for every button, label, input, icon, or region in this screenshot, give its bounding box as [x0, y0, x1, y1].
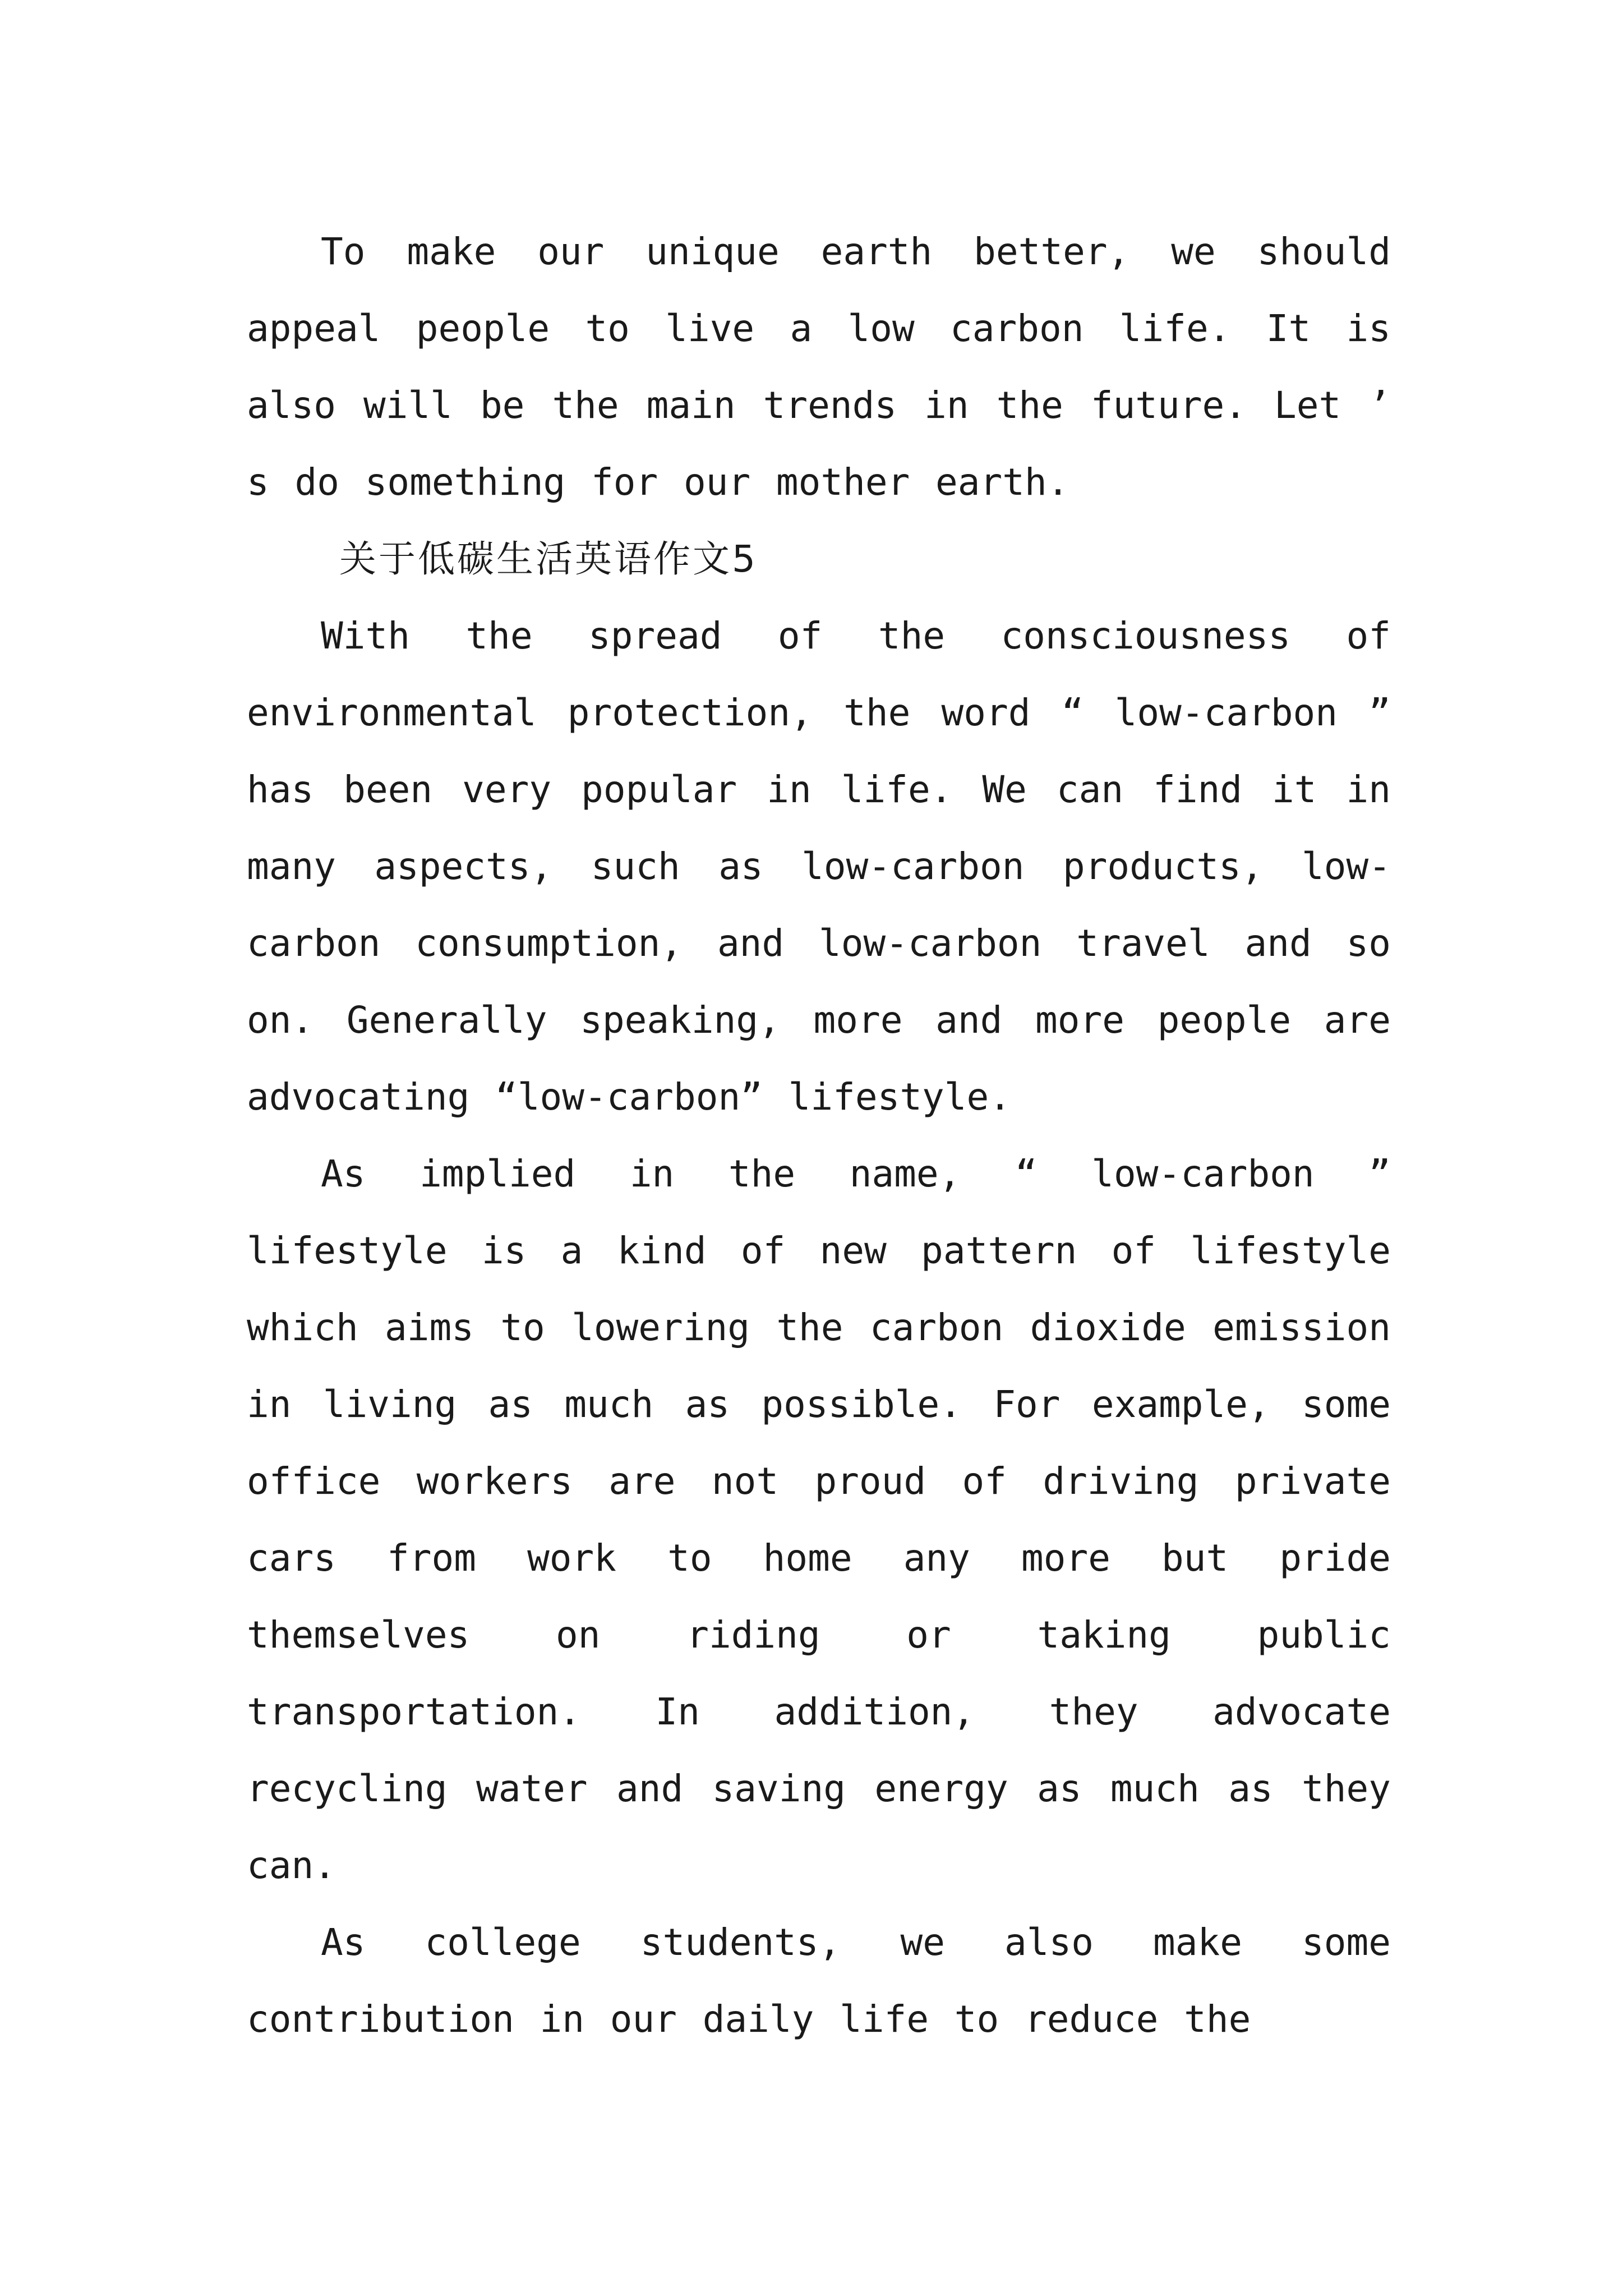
section-heading: 关于低碳生活英语作文5	[339, 537, 758, 581]
paragraph-college-students: As college students, we also make some contribution in our daily life to reduce the	[247, 1921, 1391, 2041]
paragraph-intro-conclusion: To make our unique earth better, we should appeal people to live a low carbon life. It is also will be the main trends in the future. Let ’ s do something for our mother earth.	[247, 230, 1391, 504]
document-body	[247, 213, 1391, 2058]
paragraph-low-carbon-popularity: With the spread of the consciousness of environmental protection, the word “ low-carbon ” has been very popular in life. We can find it in many aspects, such as low-carbon products, low-carbon consumption, and low-carbon travel and so on. Generally speaking, more and more people are advocating “low-carbon” lifestyle.	[247, 614, 1391, 1119]
paragraph-low-carbon-lifestyle: As implied in the name, “ low-carbon ” lifestyle is a kind of new pattern of lifestyle which aims to lowering the carbon dioxide emission in living as much as possible. For example, some office workers are not proud of driving private cars from work to home any more but pride themselves on riding or taking public transportation. In addition, they advocate recycling water and saving energy as much as they can.	[247, 1152, 1391, 1887]
